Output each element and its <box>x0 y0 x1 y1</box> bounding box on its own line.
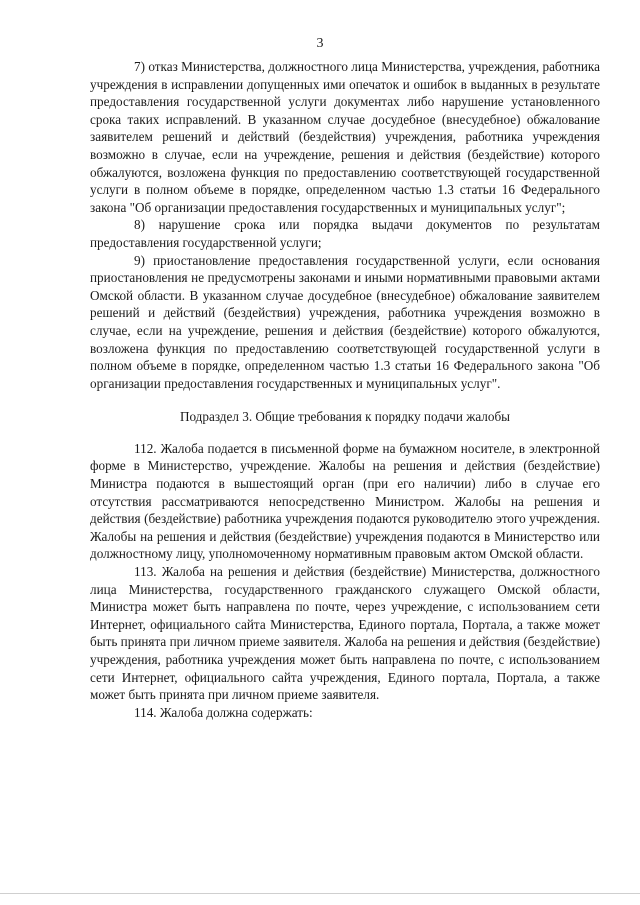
paragraph-item-7: 7) отказ Министерства, должностного лица Министерства, учреждения, работника учреждения в исправлении допущенных ими опечаток и ошибок в выданных в результате предоставления государственной услуги документах либо нарушение установленного срока таких исправлений. В указанном случае досудебное (внесудебное) обжалование заявителем решений и действий (бездействия) учреждения, работника учреждения возможно в случае, если на учреждение, решения и действия (бездействие) которого обжалуются, возложена функция по предоставлению соответствующей государственной услуги в полном объеме в порядке, определенном частью 1.3 статьи 16 Федерального закона "Об организации предоставления государственных и муниципальных услуг"; <box>90 59 600 215</box>
paragraph-114: 114. Жалоба должна содержать: <box>134 704 313 720</box>
paragraph-113: 113. Жалоба на решения и действия (бездействие) Министерства, должностного лица Министерства, государственного гражданского служащего Омской области, Министра может быть направлена по почте, через учреждение, с использованием сети Интернет, официального сайта Министерства, Единого портала, Портала, а также может быть принята при личном приеме заявителя. Жалоба на решения и действия (бездействие) учреждения, работника учреждения может быть направлена по почте, с использованием сети Интернет, официального сайта учреждения, Единого портала, Портала, а также может быть принята при личном приеме заявителя. <box>90 564 600 703</box>
page-number: 3 <box>316 36 324 51</box>
paragraph-112: 112. Жалоба подается в письменной форме на бумажном носителе, в электронной форме в Министерство, учреждение. Жалобы на решения и действия (бездействие) Министра подаются в вышестоящий орган (при его наличии) либо в случае его отсутствия рассматриваются непосредственно Министром. Жалобы на решения и действия (бездействие) работника учреждения подаются руководителю этого учреждения. Жалобы на решения и действия (бездействие) учреждения подаются в Министерство или должностному лицу, уполномоченному нормативным правовым актом Омской области. <box>90 440 600 562</box>
document-body <box>90 58 600 721</box>
subsection-heading: Подраздел 3. Общие требования к порядку подачи жалобы <box>179 409 511 425</box>
paragraph-item-8: 8) нарушение срока или порядка выдачи документов по результатам предоставления государственной услуги; <box>90 217 600 250</box>
page-bottom-edge <box>0 893 640 894</box>
paragraph-item-9: 9) приостановление предоставления государственной услуги, если основания приостановления не предусмотрены законами и иными нормативными правовыми актами Омской области. В указанном случае досудебное (внесудебное) обжалование заявителем решений и действий (бездействия) учреждения, работника учреждения возможно в случае, если на учреждение, решения и действия (бездействие) которого обжалуются, возложена функция по предоставлению соответствующей государственной услуги в полном объеме в порядке, определенном частью 1.3 статьи 16 Федерального закона "Об организации предоставления государственных и муниципальных услуг". <box>90 252 600 391</box>
